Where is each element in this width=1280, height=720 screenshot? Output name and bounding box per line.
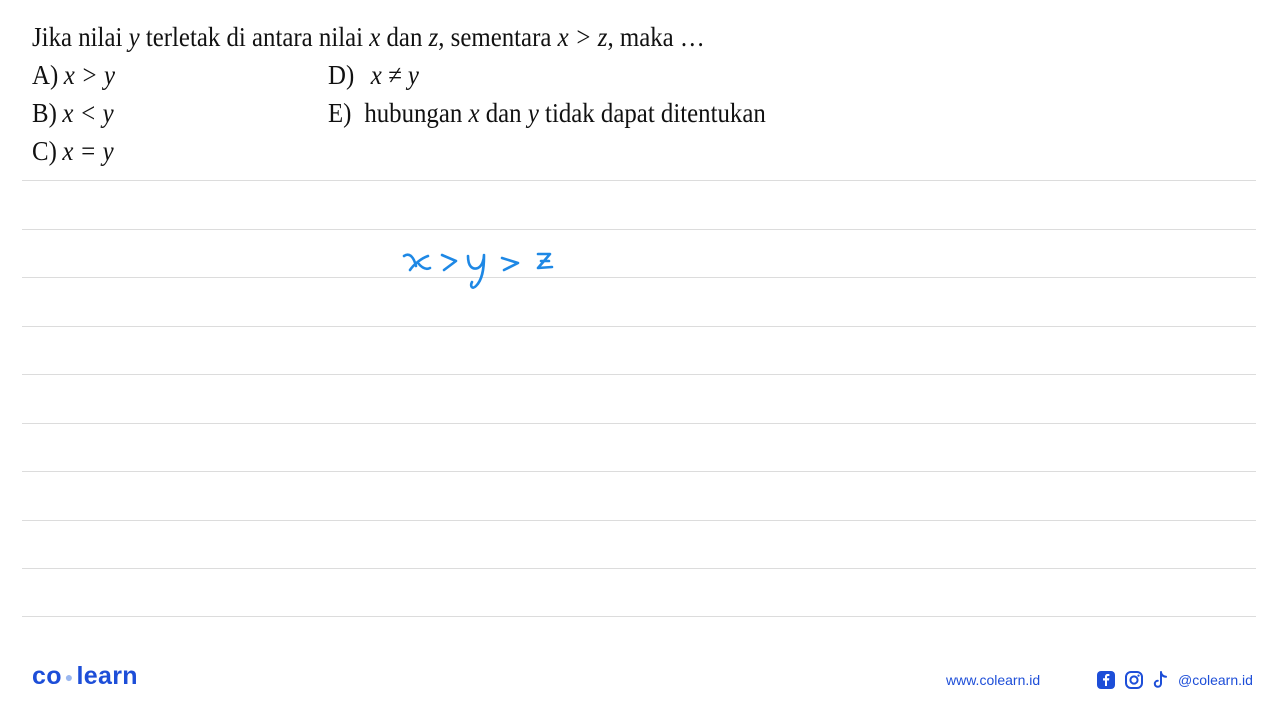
question-part: terletak di antara nilai	[139, 22, 370, 52]
question-part: , sementara	[438, 22, 558, 52]
social-handle[interactable]: @colearn.id	[1178, 672, 1253, 688]
option-a[interactable]	[32, 56, 115, 94]
option-text: hubungan	[364, 98, 469, 128]
option-e[interactable]	[328, 94, 766, 132]
tiktok-icon[interactable]	[1152, 670, 1170, 690]
option-c[interactable]	[32, 132, 114, 170]
ruled-line	[22, 568, 1256, 569]
option-expression: x < y	[62, 98, 114, 128]
var-x: x	[468, 98, 480, 128]
question-text	[32, 18, 705, 56]
social-links	[1096, 670, 1253, 690]
option-b[interactable]	[32, 94, 114, 132]
var-x: x	[369, 22, 381, 52]
colearn-logo	[32, 662, 138, 691]
option-label: B)	[32, 98, 57, 128]
ruled-line	[22, 374, 1256, 375]
stroke	[502, 258, 518, 270]
facebook-icon[interactable]	[1096, 670, 1116, 690]
ruled-line	[22, 326, 1256, 327]
var-y: y	[128, 22, 140, 52]
logo-part: co	[32, 662, 62, 690]
option-label: C)	[32, 136, 57, 166]
option-text: tidak dapat ditentukan	[538, 98, 766, 128]
option-label: D)	[328, 60, 355, 90]
logo-part: learn	[76, 662, 138, 690]
ruled-line	[22, 180, 1256, 181]
ruled-line	[22, 520, 1256, 521]
option-label: E)	[328, 98, 352, 128]
stroke	[442, 255, 456, 270]
stroke	[538, 254, 552, 268]
stroke	[468, 255, 484, 288]
question-part: Jika nilai	[32, 22, 129, 52]
option-expression: x > y	[63, 60, 115, 90]
option-d[interactable]	[328, 56, 419, 94]
ruled-line	[22, 471, 1256, 472]
condition-expression: x > z	[557, 22, 608, 52]
question-part: , maka …	[607, 22, 705, 52]
question-part: dan	[380, 22, 429, 52]
ruled-line	[22, 277, 1256, 278]
website-link[interactable]: www.colearn.id	[946, 672, 1041, 688]
logo-dot-icon: ●	[64, 669, 74, 686]
option-expression: x ≠ y	[370, 60, 419, 90]
ruled-line	[22, 616, 1256, 617]
ruled-line	[22, 423, 1256, 424]
ruled-line	[22, 229, 1256, 230]
option-expression: x = y	[62, 136, 114, 166]
var-z: z	[428, 22, 439, 52]
option-label: A)	[32, 60, 59, 90]
handwritten-answer	[398, 236, 578, 296]
instagram-icon[interactable]	[1124, 670, 1144, 690]
option-text: dan	[479, 98, 528, 128]
var-y: y	[527, 98, 539, 128]
